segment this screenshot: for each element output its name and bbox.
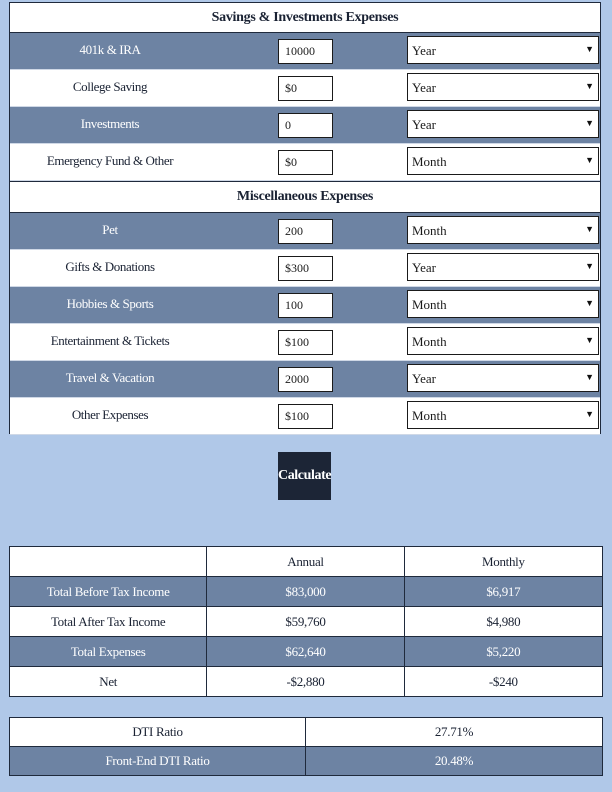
period-select[interactable]	[407, 110, 599, 138]
expense-row	[10, 398, 600, 435]
period-select[interactable]	[407, 401, 599, 429]
chevron-down-icon: ▼	[585, 409, 594, 419]
period-value: Month	[412, 334, 447, 349]
table-row	[10, 607, 603, 637]
period-value: Month	[412, 408, 447, 423]
row-label: Total Expenses	[10, 637, 207, 667]
expense-row	[10, 144, 600, 181]
dti-table	[9, 717, 603, 776]
period-select[interactable]	[407, 36, 599, 64]
expense-label: Investments	[80, 116, 140, 131]
expense-label: 401k & IRA	[79, 42, 141, 57]
amount-input[interactable]: $0	[278, 76, 333, 101]
expense-label: College Saving	[72, 79, 148, 94]
chevron-down-icon: ▼	[585, 335, 594, 345]
savings-section-title: Savings & Investments Expenses	[10, 3, 600, 33]
dti-value: 27.71%	[306, 718, 603, 747]
header-cell: Monthly	[404, 547, 602, 577]
expense-row	[10, 33, 600, 70]
summary-table	[9, 546, 603, 697]
period-select[interactable]	[407, 216, 599, 244]
amount-input[interactable]: 200	[278, 219, 333, 244]
table-row	[10, 667, 603, 697]
amount-input[interactable]: $100	[278, 404, 333, 429]
expense-row	[10, 250, 600, 287]
table-row	[10, 747, 603, 776]
expense-row	[10, 361, 600, 398]
chevron-down-icon: ▼	[585, 44, 594, 54]
monthly-value: -$240	[404, 667, 602, 697]
amount-input[interactable]: 100	[278, 293, 333, 318]
amount-input[interactable]: 10000	[278, 39, 333, 64]
period-select[interactable]	[407, 364, 599, 392]
expense-label: Entertainment & Tickets	[50, 333, 170, 348]
monthly-value: $4,980	[404, 607, 602, 637]
period-select[interactable]	[407, 290, 599, 318]
chevron-down-icon: ▼	[585, 224, 594, 234]
amount-input[interactable]: $300	[278, 256, 333, 281]
header-cell: Annual	[207, 547, 404, 577]
expense-label: Emergency Fund & Other	[46, 153, 174, 168]
dti-value: 20.48%	[306, 747, 603, 776]
monthly-value: $5,220	[404, 637, 602, 667]
misc-section-title: Miscellaneous Expenses	[10, 181, 600, 213]
expense-label: Hobbies & Sports	[66, 296, 154, 311]
table-row	[10, 718, 603, 747]
expense-row	[10, 70, 600, 107]
row-label: Total Before Tax Income	[10, 577, 207, 607]
expense-label: Pet	[102, 222, 118, 237]
annual-value: $59,760	[207, 607, 404, 637]
expense-row	[10, 324, 600, 361]
period-select[interactable]	[407, 147, 599, 175]
chevron-down-icon: ▼	[585, 261, 594, 271]
period-value: Month	[412, 223, 447, 238]
amount-input[interactable]: $100	[278, 330, 333, 355]
calculate-button[interactable]: Calculate	[278, 452, 331, 500]
annual-value: -$2,880	[207, 667, 404, 697]
period-value: Year	[412, 371, 436, 386]
expense-label: Other Expenses	[71, 407, 149, 422]
period-select[interactable]	[407, 327, 599, 355]
header-cell	[10, 547, 207, 577]
period-select[interactable]	[407, 253, 599, 281]
chevron-down-icon: ▼	[585, 155, 594, 165]
dti-label: Front-End DTI Ratio	[10, 747, 306, 776]
expense-label: Travel & Vacation	[65, 370, 155, 385]
period-value: Year	[412, 260, 436, 275]
expense-panel	[9, 2, 601, 434]
chevron-down-icon: ▼	[585, 372, 594, 382]
amount-input[interactable]: 0	[278, 113, 333, 138]
annual-value: $83,000	[207, 577, 404, 607]
chevron-down-icon: ▼	[585, 81, 594, 91]
expense-row	[10, 213, 600, 250]
period-value: Year	[412, 80, 436, 95]
period-value: Year	[412, 117, 436, 132]
chevron-down-icon: ▼	[585, 118, 594, 128]
period-value: Month	[412, 297, 447, 312]
table-row	[10, 637, 603, 667]
amount-input[interactable]: 2000	[278, 367, 333, 392]
table-row	[10, 577, 603, 607]
annual-value: $62,640	[207, 637, 404, 667]
dti-label: DTI Ratio	[10, 718, 306, 747]
expense-row	[10, 287, 600, 324]
period-value: Month	[412, 154, 447, 169]
period-value: Year	[412, 43, 436, 58]
table-header-row	[10, 547, 603, 577]
period-select[interactable]	[407, 73, 599, 101]
monthly-value: $6,917	[404, 577, 602, 607]
chevron-down-icon: ▼	[585, 298, 594, 308]
expense-label: Gifts & Donations	[65, 259, 155, 274]
amount-input[interactable]: $0	[278, 150, 333, 175]
row-label: Net	[10, 667, 207, 697]
row-label: Total After Tax Income	[10, 607, 207, 637]
expense-row	[10, 107, 600, 144]
